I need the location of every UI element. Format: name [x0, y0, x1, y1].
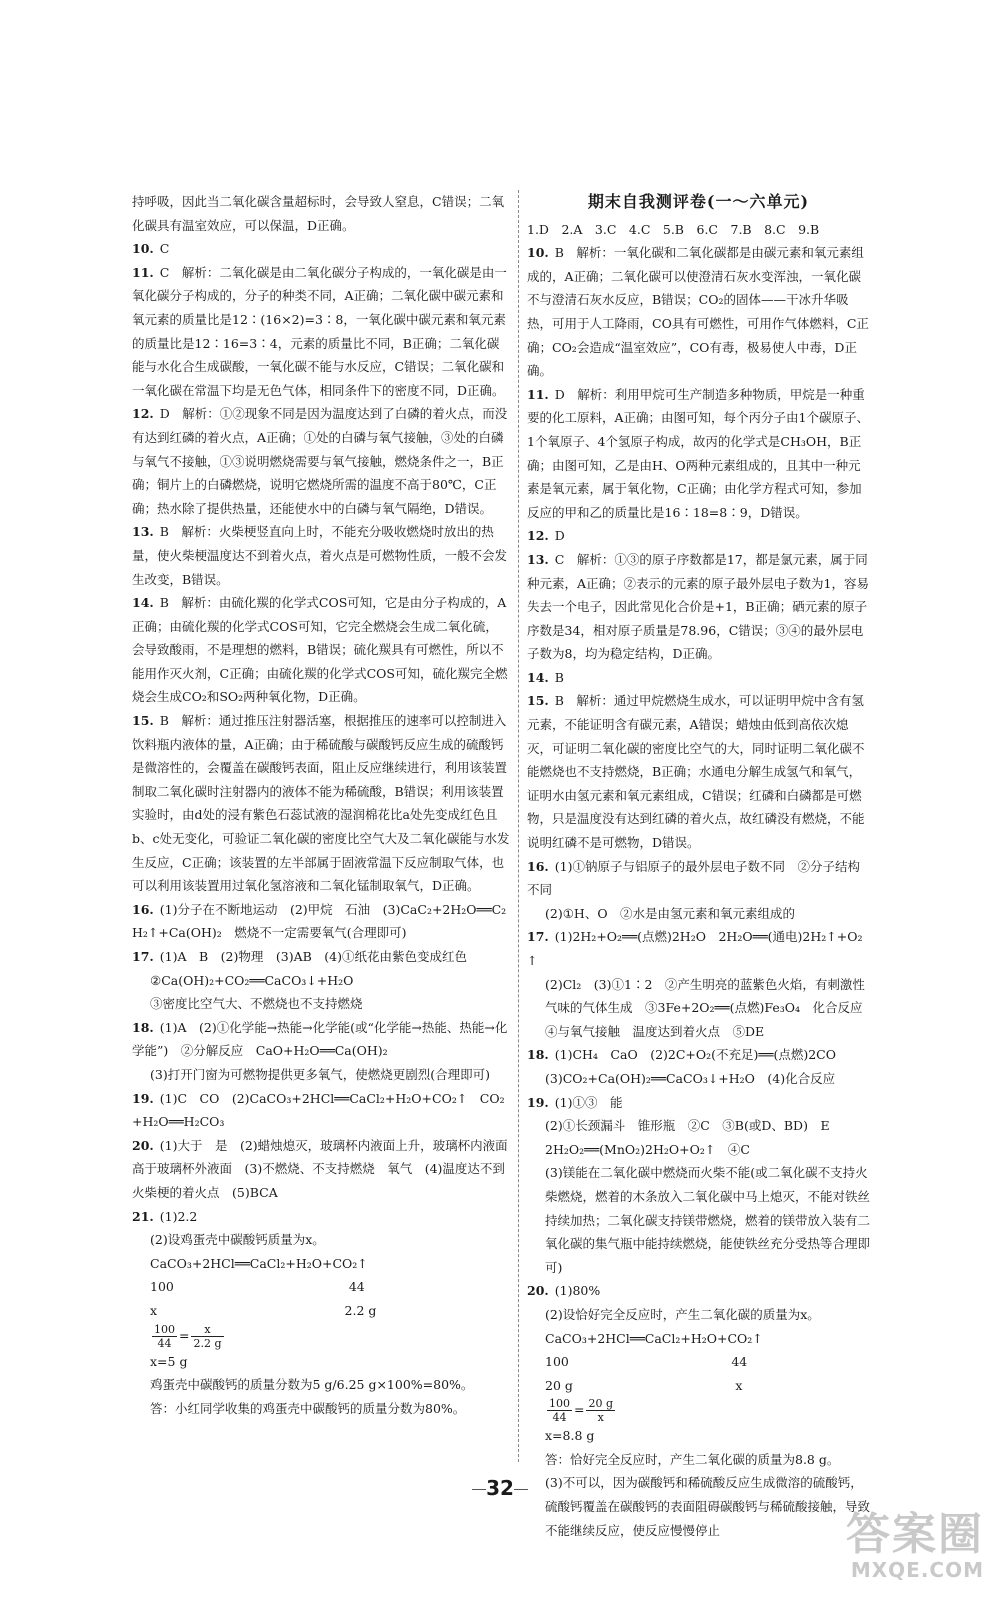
answer-text: C 解析：①③的原子序数都是17，都是氯元素，属于同种元素，A正确；②表示的元素的原子最外层电子数为1，容易失去一个电子，因此常见化合价是+1，B正确；硒元素的原子序数是34，相对原子质量是78.96，C错误；③④的最外层电子数为8，均为稳定结构，D正确。: [527, 551, 869, 662]
answer-text: 100 44: [545, 1354, 748, 1370]
question-number: 11.: [132, 264, 154, 280]
question-number: 18.: [132, 1019, 154, 1035]
answer-text: (2)Cl₂ (3)①1∶2 ②产生明亮的蓝紫色火焰，有刺激性气味的气体生成 ③3Fe+2O₂══(点燃)Fe₃O₄ 化合反应 ④与氧气接触 温度达到着火点 ⑤DE: [545, 976, 876, 1039]
right-column: [527, 190, 876, 1542]
answer-text: (1)分子在不断地运动 (2)甲烷 石油 (3)CaC₂+2H₂O══C₂H₂↑+Ca(OH)₂ 燃烧不一定需要氧气(合理即可): [132, 901, 507, 941]
question-number: 16.: [132, 901, 154, 917]
left-answer-line: [132, 1275, 510, 1299]
answer-text: D 解析：①②现象不同是因为温度达到了白磷的着火点，而没有达到红磷的着火点，A正确；①处的白磷与氧气接触，③处的白磷与氧气不接触，①③说明燃烧需要与氧气接触，燃烧条件之一，B正确；铜片上的白磷燃烧，说明它燃烧所需的温度不高于80℃，C正确；热水除了提供热量，还能使水中的白磷与氧气隔绝，D错误。: [132, 406, 508, 516]
right-answer-line: [527, 1043, 870, 1067]
left-answer-line: [132, 969, 510, 993]
answer-text: 答：小红同学收集的鸡蛋壳中碳酸钙的质量分数为80%。: [150, 1400, 466, 1416]
answer-text: (2)①H、O ②水是由氢元素和氧元素组成的: [545, 905, 796, 921]
answer-text: C 解析：二氧化碳是由二氧化碳分子构成的，一氧化碳是由一氧化碳分子构成的，分子的种类不同，A正确；二氧化碳中碳元素和氧元素的质量比是12∶(16×2)=3∶8，一氧化碳中碳元素和氧元素的质量比是12∶16=3∶4，元素的质量比不同，B正确；二氧化碳能与水化合生成碳酸，一氧化碳不能与水反应，C错误；二氧化碳和一氧化碳在常温下均是无色气体，相同条件下的密度不同，D正确。: [132, 264, 507, 398]
answer-text: CaCO₃+2HCl══CaCl₂+H₂O+CO₂↑: [150, 1255, 368, 1271]
left-answer-line: [132, 1063, 510, 1087]
left-answer-line: [132, 1228, 510, 1252]
question-number: 15.: [132, 713, 154, 729]
answer-text: (3)镁能在二氧化碳中燃烧而火柴不能(或二氧化碳不支持火柴燃烧，燃着的木条放入二氧化碳中马上熄灭，不能对铁丝持续加热；二氧化碳支持镁带燃烧，燃着的镁带放入装有二氧化碳的集气瓶中能持续燃烧，能使铁丝充分受热等合理即可): [545, 1165, 871, 1275]
question-number: 10.: [132, 241, 154, 257]
right-answer-line: [527, 902, 870, 926]
right-answer-line: [527, 1327, 870, 1351]
answer-text: (1)大于 是 (2)蜡烛熄灭，玻璃杯内液面上升，玻璃杯内液面高于玻璃杯外液面 (3)不燃烧、不支持燃烧 氧气 (4)温度达不到火柴梗的着火点 (5)BCA: [132, 1137, 508, 1200]
answer-text: x=5 g: [150, 1353, 188, 1369]
question-number: 15.: [527, 693, 549, 709]
question-number: 10.: [527, 245, 549, 261]
left-answer-line: [132, 402, 510, 520]
right-answer-line: [527, 1279, 870, 1303]
left-answer-line: [132, 1087, 510, 1134]
answer-text: (3)不可以，因为碳酸钙和稀硫酸反应生成微溶的硫酸钙，硫酸钙覆盖在碳酸钙的表面阻碍碳酸钙与稀硫酸接触，导致不能继续反应，使反应慢慢停止: [545, 1475, 871, 1538]
answer-text: (1)A B (2)物理 (3)AB (4)①纸花由紫色变成红色: [159, 949, 468, 964]
right-answer-line: [527, 1161, 870, 1279]
right-answer-line: [527, 524, 870, 548]
left-answer-line: [132, 520, 510, 591]
answer-text: B 解析：通过甲烷燃烧生成水，可以证明甲烷中含有氢元素，不能证明含有碳元素，A错误；蜡烛由低到高依次熄灭，可证明二氧化碳的密度比空气的大，同时证明二氧化碳不能燃烧也不支持燃烧，B正确；水通电分解生成氢气和氧气，证明水由氢元素和氧元素组成，C错误；红磷和白磷都是可燃物，只是温度没有达到红磷的着火点，故红磷没有燃烧，不能说明红磷不是可燃物，D错误。: [527, 693, 865, 851]
right-answer-line: [527, 666, 870, 690]
page-number: 32: [470, 1476, 530, 1500]
answer-text: (1)①钠原子与铝原子的最外层电子数不同 ②分子结构不同: [527, 858, 860, 898]
question-number: 13.: [132, 524, 154, 540]
right-answer-line: [527, 973, 876, 1044]
answer-text: D 解析：利用甲烷可生产制造多种物质，甲烷是一种重要的化工原料，A正确；由图可知，每个丙分子由1个碳原子、1个氧原子、4个氢原子构成，故丙的化学式是CH₃OH，B正确；由图可知，乙是由H、O两种元素组成的，且其中一种元素是氧元素，属于氧化物，C正确；由化学方程式可知，参加反应的甲和乙的质量比是16∶18=8∶9，D错误。: [527, 386, 869, 520]
column-divider: [518, 190, 519, 1462]
left-answer-line: [132, 1134, 510, 1205]
answer-text: (1)A (2)①化学能→热能→化学能(或“化学能→热能、热能→化学能”) ②分解反应 CaO+H₂O══Ca(OH)₂: [132, 1019, 508, 1059]
question-number: 16.: [527, 858, 549, 874]
left-answer-line: [132, 237, 510, 261]
right-column-body: [527, 218, 876, 1543]
question-number: 11.: [527, 386, 549, 402]
answer-text: (2)设鸡蛋壳中碳酸钙质量为x。: [150, 1232, 325, 1248]
left-column: [132, 190, 510, 1420]
right-answer-line: [527, 1424, 870, 1448]
answer-text: (1)2H₂+O₂══(点燃)2H₂O 2H₂O══(通电)2H₂↑+O₂↑: [527, 929, 863, 968]
answer-text: (2)设恰好完全反应时，产生二氧化碳的质量为x。: [545, 1306, 820, 1322]
left-answer-line: [132, 1373, 510, 1397]
answer-text: (1)80%: [554, 1283, 601, 1299]
right-answer-line: [527, 1067, 870, 1091]
answer-text: D: [554, 528, 565, 544]
right-answer-line: [527, 1303, 870, 1327]
answer-text: 2H₂O₂══(MnO₂)2H₂O+O₂↑ ④C: [545, 1141, 750, 1157]
right-answer-line: [527, 855, 870, 902]
answer-text: B 解析：火柴梗竖直向上时，不能充分吸收燃烧时放出的热量，使火柴梗温度达不到着火点，着火点是可燃物性质，一般不会发生改变，B错误。: [132, 524, 508, 587]
left-answer-line: [132, 709, 510, 898]
answer-text: (3)打开门窗为可燃物提供更多氧气，使燃烧更剧烈(合理即可): [150, 1066, 490, 1082]
right-answer-line: [527, 1374, 870, 1398]
answer-text: (1)①③ 能: [554, 1094, 623, 1110]
answer-text: x 2.2 g: [150, 1302, 377, 1318]
left-answer-line: [132, 992, 510, 1016]
left-answer-line: [132, 1397, 510, 1421]
question-number: 20.: [132, 1137, 154, 1153]
answer-text: 鸡蛋壳中碳酸钙的质量分数为5 g/6.25 g×100%=80%。: [150, 1377, 474, 1393]
answer-text: 持呼吸，因此当二氧化碳含量超标时，会导致人窒息，C错误；二氧化碳具有温室效应，可以保温，D正确。: [132, 194, 505, 233]
answer-text: (1)CH₄ CaO (2)2C+O₂(不充足)══(点燃)2CO: [554, 1047, 836, 1063]
answer-text: 答：恰好完全反应时，产生二氧化碳的质量为8.8 g。: [545, 1451, 840, 1467]
left-answer-line: [132, 1252, 510, 1276]
answer-text: B 解析：通过推压注射器活塞，根据推压的速率可以控制进入饮料瓶内液体的量，A正确；由于稀硫酸与碳酸钙反应生成的硫酸钙是微溶性的，会覆盖在碳酸钙表面，阻止反应继续进行，利用该装置制取二氧化碳时注射器内的液体不能为稀硫酸，B错误；利用该装置实验时，由d处的浸有紫色石蕊试液的湿润棉花比a处先变成红色且b、c处无变化，可验证二氧化碳的密度比空气大及二氧化碳能与水发生反应，C正确；该装置的左半部属于固液常温下反应制取气体，也可以利用该装置用过氧化氢溶液和二氧化锰制取氧气，D正确。: [132, 713, 510, 894]
exam-title: 期末自我测评卷(一～六单元): [587, 192, 810, 211]
right-answer-line: [527, 925, 870, 972]
left-answer-line: [132, 1205, 510, 1229]
question-number: 18.: [527, 1047, 549, 1063]
right-answer-line: [527, 383, 870, 525]
answer-text: (1)2.2: [159, 1208, 198, 1224]
left-answer-line: [132, 190, 510, 237]
answer-text: (1)C CO (2)CaCO₃+2HCl══CaCl₂+H₂O+CO₂↑ CO₂+H₂O══H₂CO₃: [132, 1090, 505, 1130]
right-answer-line: [527, 218, 870, 242]
right-answer-line: [527, 1138, 870, 1162]
answer-text: C: [159, 241, 170, 257]
question-number: 20.: [527, 1283, 549, 1299]
right-answer-line: [527, 1114, 870, 1138]
left-answer-line: [132, 1016, 510, 1063]
left-answer-line: [132, 1299, 510, 1323]
left-answer-line: [132, 1350, 510, 1374]
left-answer-line: [132, 898, 510, 945]
answer-text: ③密度比空气大、不燃烧也不支持燃烧: [150, 996, 363, 1012]
left-answer-line: [132, 591, 510, 709]
right-answer-line: [527, 548, 870, 666]
right-answer-line: [527, 1448, 870, 1472]
right-answer-line: [527, 1397, 870, 1424]
watermark-logo: 答案圈 MXQE.COM: [846, 1509, 984, 1582]
answer-text: 1.D 2.A 3.C 4.C 5.B 6.C 7.B 8.C 9.B: [527, 221, 820, 237]
answer-text: 20 g x: [545, 1377, 743, 1393]
right-answer-line: [527, 1471, 870, 1542]
question-number: 19.: [132, 1090, 154, 1106]
right-answer-line: [527, 1091, 870, 1115]
question-number: 14.: [132, 595, 154, 611]
question-number: 12.: [527, 528, 549, 544]
answer-text: B 解析：一氧化碳和二氧化碳都是由碳元素和氧元素组成的，A正确；二氧化碳可以使澄清石灰水变浑浊，一氧化碳不与澄清石灰水反应，B错误；CO₂的固体——干冰升华吸热，可用于人工降雨，CO具有可燃性，可用作气体燃料，C正确；CO₂会造成“温室效应”，CO有毒，极易使人中毒，D正确。: [527, 245, 869, 379]
right-answer-line: [527, 689, 870, 854]
right-answer-line: [527, 1350, 870, 1374]
proportion-equation: $\frac{100}{44}$ = $\frac{20 g}{x}$: [549, 1397, 614, 1425]
question-number: 17.: [132, 949, 154, 964]
question-number: 13.: [527, 551, 549, 567]
answer-text: ②Ca(OH)₂+CO₂══CaCO₃↓+H₂O: [150, 972, 354, 988]
left-answer-line: [132, 1323, 510, 1350]
proportion-equation: $\frac{100}{44}$ = $\frac{x}{2.2 g}$: [154, 1322, 222, 1350]
question-number: 21.: [132, 1208, 154, 1224]
answer-text: B 解析：由硫化羰的化学式COS可知，它是由分子构成的，A正确；由硫化羰的化学式COS可知，它完全燃烧会生成二氧化硫，会导致酸雨，不是理想的燃料，B错误；硫化羰具有可燃性，所以不能用作灭火剂，C正确；由硫化羰的化学式COS可知，硫化羰完全燃烧会生成CO₂和SO₂两种氧化物，D正确。: [132, 595, 508, 705]
question-number: 17.: [527, 929, 549, 945]
answer-text: (3)CO₂+Ca(OH)₂══CaCO₃↓+H₂O (4)化合反应: [545, 1070, 836, 1086]
question-number: 12.: [132, 406, 154, 422]
answer-text: (2)①长颈漏斗 锥形瓶 ②C ③B(或D、BD) E: [545, 1118, 830, 1134]
left-answer-line: [132, 261, 510, 403]
answer-text: CaCO₃+2HCl══CaCl₂+H₂O+CO₂↑: [545, 1330, 763, 1346]
answer-text: B: [554, 669, 564, 685]
answer-text: 100 44: [150, 1279, 365, 1295]
left-answer-line: [132, 945, 510, 969]
question-number: 14.: [527, 669, 549, 685]
right-answer-line: [527, 241, 870, 383]
answer-text: x=8.8 g: [545, 1428, 595, 1444]
question-number: 19.: [527, 1094, 549, 1110]
